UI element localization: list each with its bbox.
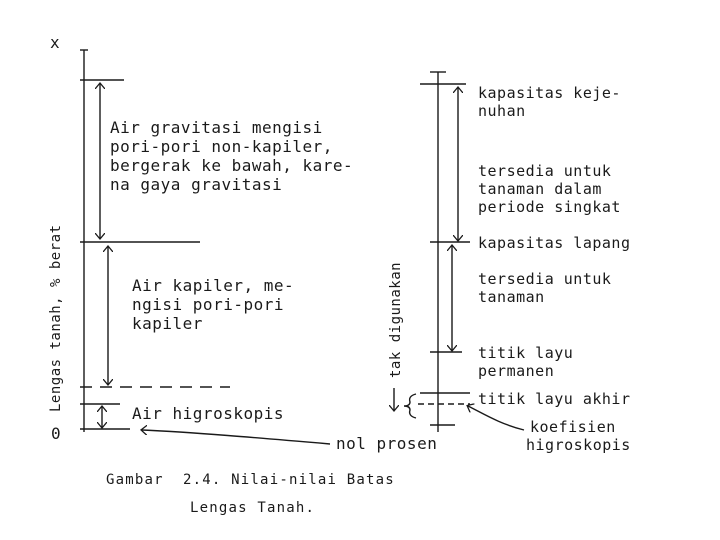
gravitational-line-4: na gaya gravitasi xyxy=(110,175,283,194)
gravitational-line-2: pori-pori non-kapiler, xyxy=(110,137,333,156)
wilting-line-1: titik layu xyxy=(478,344,574,362)
coefficient-pointer xyxy=(468,406,524,430)
axis-top-label: x xyxy=(50,33,61,52)
zero-percent-label: nol prosen xyxy=(336,434,438,453)
field-capacity-text: kapasitas lapang xyxy=(478,234,631,252)
available-line-1: tersedia untuk xyxy=(478,270,612,288)
short-period-line-2: tanaman dalam xyxy=(478,180,602,198)
hygroscopic-brace xyxy=(404,394,416,418)
short-period-line-3: periode singkat xyxy=(478,198,621,216)
figure-caption-line-2: Lengas Tanah. xyxy=(190,500,316,516)
axis-vertical-label: Lengas tanah, % berat xyxy=(48,224,64,412)
saturation-line-2: nuhan xyxy=(478,102,526,120)
axis-zero-label: 0 xyxy=(51,424,62,443)
unused-vertical-label: tak digunakan xyxy=(388,261,404,378)
short-period-line-1: tersedia untuk xyxy=(478,162,612,180)
coefficient-line-1: koefisien xyxy=(530,418,616,436)
zero-pointer xyxy=(142,430,330,444)
ultimate-wilting-text: titik layu akhir xyxy=(478,390,631,408)
gravitational-line-1: Air gravitasi mengisi xyxy=(110,118,323,137)
saturation-line-1: kapasitas keje- xyxy=(478,84,621,102)
hygroscopic-water-text: Air higroskopis xyxy=(132,404,284,423)
gravitational-line-3: bergerak ke bawah, kare- xyxy=(110,156,354,175)
wilting-line-2: permanen xyxy=(478,362,555,380)
capillary-line-2: ngisi pori-pori xyxy=(132,295,284,314)
capillary-line-1: Air kapiler, me- xyxy=(132,276,295,295)
figure-caption-line-1: Gambar 2.4. Nilai-nilai Batas xyxy=(106,472,395,488)
available-line-2: tanaman xyxy=(478,288,545,306)
capillary-line-3: kapiler xyxy=(132,314,203,333)
coefficient-line-2: higroskopis xyxy=(526,436,631,454)
